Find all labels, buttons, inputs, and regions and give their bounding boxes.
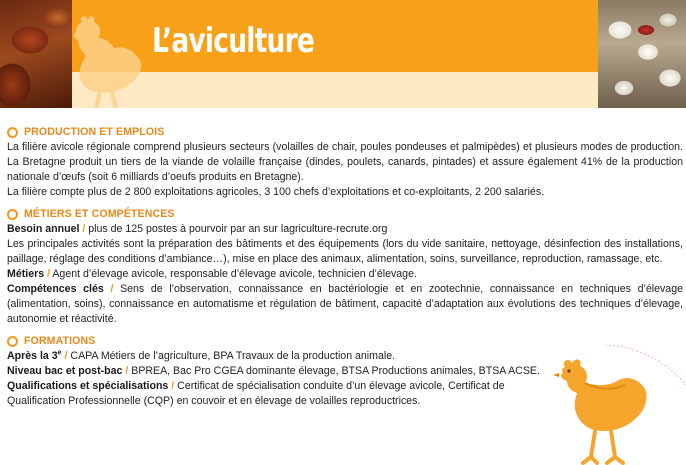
section-title: MÉTIERS ET COMPÉTENCES: [24, 208, 175, 220]
slash-separator: /: [110, 283, 114, 295]
besoin-line: [7, 222, 683, 237]
slash-separator: /: [171, 380, 175, 392]
slash-separator: /: [64, 350, 68, 362]
paragraph: La filière compte plus de 2 800 exploitations agricoles, 3 100 chefs d’exploitations et co-exploitants, 2 200 salariés.: [7, 186, 545, 198]
page-title: L’aviculture: [152, 21, 315, 61]
section-metiers: [7, 207, 683, 327]
header-banner: [0, 0, 686, 108]
apres3-label-text: Après la 3: [7, 350, 58, 362]
qualif-text: Certificat de spécialisation conduite d’un élevage avicole, Certificat de Qualification Professionnelle (CQP) en couvoir et en élevage de volailles reproductrices.: [7, 380, 505, 407]
besoin-label: Besoin annuel: [7, 223, 80, 235]
ring-bullet-icon: [7, 209, 18, 220]
section-production: [7, 125, 683, 200]
section-header: [7, 125, 683, 140]
apres3-label: [7, 350, 62, 362]
metiers-text: Agent d’élevage avicole, responsable d’élevage avicole, technicien d’élevage.: [52, 268, 417, 280]
competences-text: Sens de l’observation, connaissance en bactériologie et en zootechnie, connaissance en techniques d’élevage (alimentation, soins), connaissance en automatisme et régulation de bâtiment, capacité d’adaptation aux évolutions des techniques d’élevage, autonomie et réactivité.: [7, 283, 683, 325]
metiers-label: Métiers: [7, 268, 45, 280]
section-title: PRODUCTION ET EMPLOIS: [24, 126, 165, 138]
slash-separator: /: [125, 365, 129, 377]
bac-label: Niveau bac et post-bac: [7, 365, 123, 377]
hen-illustration-icon: [545, 345, 686, 465]
slash-separator: /: [47, 268, 50, 280]
apres3-sup: e: [57, 349, 62, 357]
paragraph: La filière avicole régionale comprend plusieurs secteurs (volailles de chair, poules pondeuses et palmipèdes) et plusieurs modes de production. La Bretagne produit un tiers de la viande de volaille française (dindes, poulets, canards, pintades) et assure également 41% de la production nationale d’œufs (soit 6 milliards d’oeufs produits en Bretagne).: [7, 141, 683, 183]
qualif-label: Qualifications et spécialisations: [7, 380, 169, 392]
apres3-text: CAPA Métiers de l’agriculture, BPA Travaux de la production animale.: [70, 350, 396, 362]
competences-line: [7, 282, 683, 327]
ring-bullet-icon: [7, 336, 18, 347]
bac-text: BPREA, Bac Pro CGEA dominante élevage, BTSA Productions animales, BTSA ACSE.: [131, 365, 540, 377]
metiers-line: [7, 267, 683, 282]
qualif-line: [7, 379, 547, 409]
competences-label: Compétences clés: [7, 283, 104, 295]
ring-bullet-icon: [7, 127, 18, 138]
slash-separator: /: [82, 223, 86, 235]
section-title: FORMATIONS: [24, 335, 96, 347]
poultry-farm-photo: [598, 0, 686, 108]
besoin-text: plus de 125 postes à pourvoir par an sur lagriculture-recrute.org: [88, 223, 388, 235]
section-header: [7, 207, 683, 222]
hen-silhouette-icon: [52, 8, 152, 108]
activites-paragraph: Les principales activités sont la préparation des bâtiments et des équipements (lors du vide sanitaire, nettoyage, désinfection des installations, paillage, réglage des conditions d’ambiance…), mise en place des animaux, alimentation, soins, surveillance, reproduction, ramassage, etc.: [7, 238, 683, 265]
page-title-box: [142, 14, 370, 68]
bac-line: [7, 364, 547, 379]
